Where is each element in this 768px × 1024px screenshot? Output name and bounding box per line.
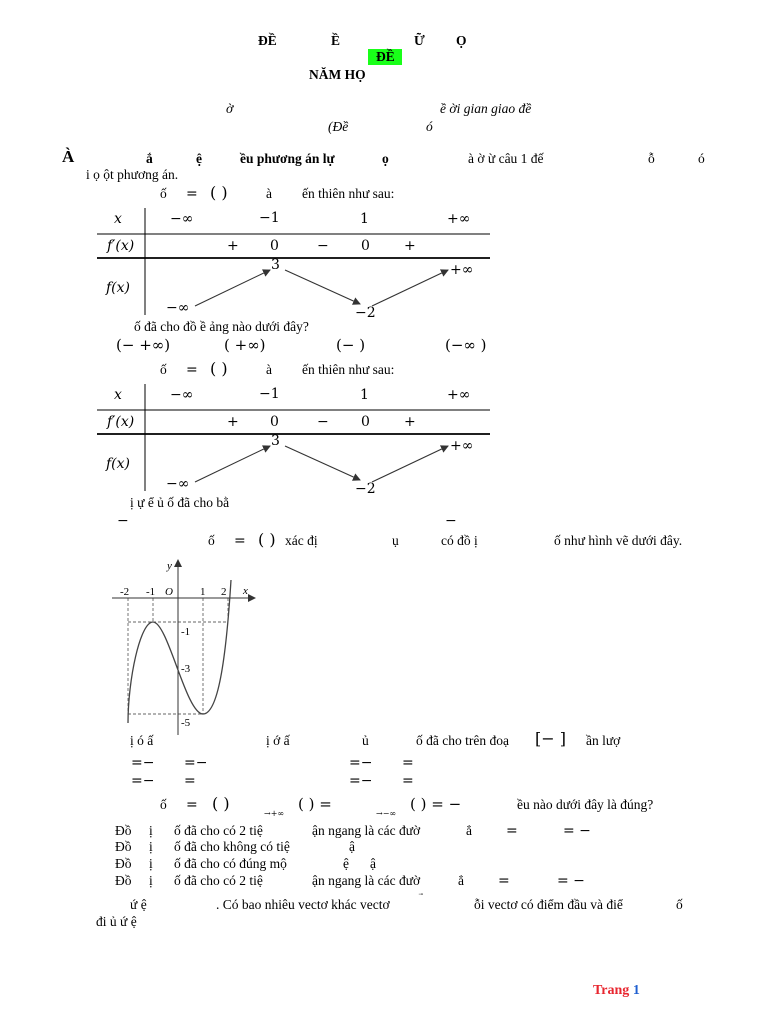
q2-x-val-1: −∞ <box>170 387 194 403</box>
q1-stem-3: ến thiên như sau: <box>302 186 395 201</box>
instr-line-2: i ọ ột phương án. <box>86 167 179 182</box>
q4-limit-sub-2: →−∞ <box>376 809 397 818</box>
q3-question-3: ủ <box>362 733 369 748</box>
q4-option-c-2: ị <box>149 856 153 871</box>
q4-stem-paren: ( ) <box>212 794 230 813</box>
title-word-1: ĐỀ <box>258 33 277 48</box>
q2-question: ị ự ể ủ ố đã cho bằ <box>130 495 230 510</box>
q3-stem-1: ố <box>208 533 215 548</box>
q4-option-b-3: ố đã cho không có tiệ <box>174 839 290 854</box>
q5-line1-3: ỗi vectơ có điểm đầu và điể <box>474 897 623 912</box>
q1-arrow-down <box>285 270 360 304</box>
q1-fprime-zero-2: 0 <box>361 238 370 254</box>
q1-x-val-2: −1 <box>259 210 280 226</box>
q4-option-d-6: = <box>498 873 510 889</box>
q1-f-val-4: +∞ <box>450 262 474 278</box>
q1-fprime-zero-1: 0 <box>270 238 279 254</box>
q3-interval: [− ] <box>535 729 566 748</box>
q1-fprime-sign-3: + <box>404 238 416 254</box>
q3-answer-c-1: =− <box>131 773 155 789</box>
instr-frag-7: ó <box>698 151 705 166</box>
instr-frag-6: ỗ <box>648 151 655 166</box>
q3-answer-d-1: =− <box>349 773 373 789</box>
q4-option-a-5: ẳ <box>466 823 472 838</box>
q3-function-graph <box>112 560 255 735</box>
q4-stem-2: ều nào dưới đây là đúng? <box>517 797 654 812</box>
q3-answer-b-2: = <box>402 755 414 771</box>
school-year: NĂM HỌ <box>309 67 366 82</box>
exam-code-badge: ĐỀ <box>368 49 402 65</box>
q2-f-label: f(x) <box>106 456 131 472</box>
q3-tick-x-2: -1 <box>146 586 156 598</box>
q4-option-b-4: ậ <box>349 839 355 854</box>
q3-axis-x-label: x <box>243 585 248 597</box>
q4-limit-sub-1: →+∞ <box>264 809 285 818</box>
q5-line1-1: ứ ệ <box>130 897 147 912</box>
q5-line2: đi ủ ứ ệ <box>96 914 137 929</box>
q3-axis-y-label: y <box>167 560 172 572</box>
q1-x-val-1: −∞ <box>170 211 194 227</box>
q2-stem-paren: ( ) <box>210 359 228 378</box>
q1-option-b: ( +∞) <box>224 336 266 354</box>
q1-stem-2: à <box>266 186 272 201</box>
section-heading: À <box>62 147 75 166</box>
subtitle-time-b: ề ời gian giao đề <box>440 101 532 116</box>
q2-arrow-down <box>285 446 360 480</box>
q1-stem-eq: = <box>186 186 198 202</box>
q3-tick-y-2: -3 <box>181 663 191 675</box>
q3-answer-a-1: =− <box>131 755 155 771</box>
q4-option-a-2: ị <box>149 823 153 838</box>
q3-question-2: ị ớ ấ <box>266 733 290 748</box>
q4-limit-2: ( ) = − <box>410 795 462 813</box>
title-word-4: Ọ <box>456 33 467 48</box>
q3-stem-4: có đồ ị <box>441 533 478 548</box>
q1-f-val-1: −∞ <box>166 300 190 316</box>
q4-option-a-7: = − <box>563 823 591 839</box>
q1-fprime-label: f′(x) <box>107 238 135 254</box>
q3-answer-c-2: = <box>184 773 196 789</box>
q4-option-b-2: ị <box>149 839 153 854</box>
q2-variation-table-grid <box>97 384 490 491</box>
q3-tick-x-4: 2 <box>221 586 227 598</box>
title-word-3: Ữ <box>414 33 425 48</box>
q1-arrow-up-2 <box>372 270 448 306</box>
q1-fprime-sign-2: − <box>317 238 329 254</box>
q2-x-val-4: +∞ <box>447 387 471 403</box>
q2-f-val-4: +∞ <box>450 438 474 454</box>
q1-f-val-2: 3 <box>271 257 280 273</box>
q4-option-b-1: Đồ <box>115 839 132 854</box>
q2-stem-3: ến thiên như sau: <box>302 362 395 377</box>
page-label: Trang <box>593 983 630 998</box>
instr-frag-3: ều phương án lự <box>240 151 335 166</box>
subtitle-time-a: ờ <box>226 101 234 116</box>
q3-tick-y-1: -1 <box>181 626 191 638</box>
q4-option-d-7: = − <box>557 873 585 889</box>
q4-option-a-6: = <box>506 823 518 839</box>
instr-frag-2: ệ <box>196 151 202 166</box>
q2-arrow-up-2 <box>372 446 448 482</box>
q4-option-d-1: Đồ <box>115 873 132 888</box>
q3-tick-x-1: -2 <box>120 586 130 598</box>
q2-f-val-3: −2 <box>355 481 376 497</box>
q2-stem-eq: = <box>186 362 198 378</box>
q4-option-d-5: ẳ <box>458 873 464 888</box>
q2-fprime-label: f′(x) <box>107 414 135 430</box>
q4-option-c-1: Đồ <box>115 856 132 871</box>
q1-f-label: f(x) <box>106 280 131 296</box>
q4-stem-1: ố <box>160 797 167 812</box>
q3-question-5: ần lượ <box>586 733 621 748</box>
q2-dash-1: − <box>117 513 129 529</box>
q1-arrow-up-1 <box>195 270 270 306</box>
q4-option-a-1: Đồ <box>115 823 132 838</box>
q1-option-c: (− ) <box>336 336 366 354</box>
subtitle-pages-a: (Đề <box>328 119 349 134</box>
q2-fprime-sign-2: − <box>317 414 329 430</box>
q2-x-val-3: 1 <box>360 387 369 403</box>
q4-stem-eq: = <box>186 797 198 813</box>
q2-x-label: x <box>114 387 122 403</box>
subtitle-pages-b: ó <box>426 119 433 134</box>
q1-fprime-sign-1: + <box>227 238 239 254</box>
instr-frag-5: à ờ ừ câu 1 đế <box>468 151 544 166</box>
q3-answer-a-2: =− <box>184 755 208 771</box>
page-value: 1 <box>632 983 640 998</box>
q2-stem-1: ố <box>160 362 167 377</box>
q2-fprime-sign-1: + <box>227 414 239 430</box>
q1-x-label: x <box>114 211 122 227</box>
q3-question-4: ố đã cho trên đoạ <box>416 733 509 748</box>
instr-frag-4: ọ <box>382 151 389 166</box>
q4-limit-1: ( ) = <box>298 795 332 813</box>
q1-stem-1: ố <box>160 186 167 201</box>
q1-option-d: (−∞ ) <box>445 336 487 354</box>
q4-option-d-3: ố đã cho có 2 tiệ <box>174 873 263 888</box>
q3-stem-2: xác đị <box>285 533 318 548</box>
title-word-2: Ề <box>331 33 341 48</box>
q4-option-c-4: ệ <box>343 856 349 871</box>
q3-tick-y-3: -5 <box>181 717 191 729</box>
q1-x-val-4: +∞ <box>447 211 471 227</box>
q3-stem-5: ố như hình vẽ dưới đây. <box>554 533 683 548</box>
q2-arrow-up-1 <box>195 446 270 482</box>
instr-frag-1: ắ <box>146 151 153 166</box>
q2-stem-2: à <box>266 362 272 377</box>
q5-line1-4: ố <box>676 897 683 912</box>
q1-f-val-3: −2 <box>355 305 376 321</box>
q5-line1-2: . Có bao nhiêu vectơ khác vectơ <box>216 897 390 912</box>
q1-option-a: (− +∞) <box>116 336 171 354</box>
q4-option-a-3: ố đã cho có 2 tiệ <box>174 823 263 838</box>
q1-stem-paren: ( ) <box>210 183 228 202</box>
q3-stem-paren: ( ) <box>258 530 276 549</box>
q3-origin-label: O <box>165 586 173 598</box>
page-number <box>593 983 640 999</box>
q3-question-1: ị ó ấ <box>130 733 154 748</box>
q3-answer-d-2: = <box>402 773 414 789</box>
q4-option-a-4: ận ngang là các đườ <box>312 823 421 838</box>
q3-stem-3: ụ <box>392 533 399 548</box>
q3-tick-x-3: 1 <box>200 586 206 598</box>
q1-x-val-3: 1 <box>360 211 369 227</box>
q3-stem-eq: = <box>234 533 246 549</box>
q1-variation-table-grid <box>97 208 490 315</box>
q2-x-val-2: −1 <box>259 386 280 402</box>
q3-curve <box>128 580 231 723</box>
q2-fprime-sign-3: + <box>404 414 416 430</box>
q2-f-val-2: 3 <box>271 433 280 449</box>
q2-f-val-1: −∞ <box>166 476 190 492</box>
q4-option-d-2: ị <box>149 873 153 888</box>
q4-option-d-4: ận ngang là các đườ <box>312 873 421 888</box>
q2-dash-2: − <box>445 513 457 529</box>
q1-question: ố đã cho đồ ề ảng nào dưới đây? <box>134 319 309 334</box>
q3-answer-b-1: =− <box>349 755 373 771</box>
q4-option-c-3: ố đã cho có đúng mộ <box>174 856 287 871</box>
q2-fprime-zero-1: 0 <box>270 414 279 430</box>
q4-option-c-5: ậ <box>370 856 376 871</box>
q2-fprime-zero-2: 0 <box>361 414 370 430</box>
